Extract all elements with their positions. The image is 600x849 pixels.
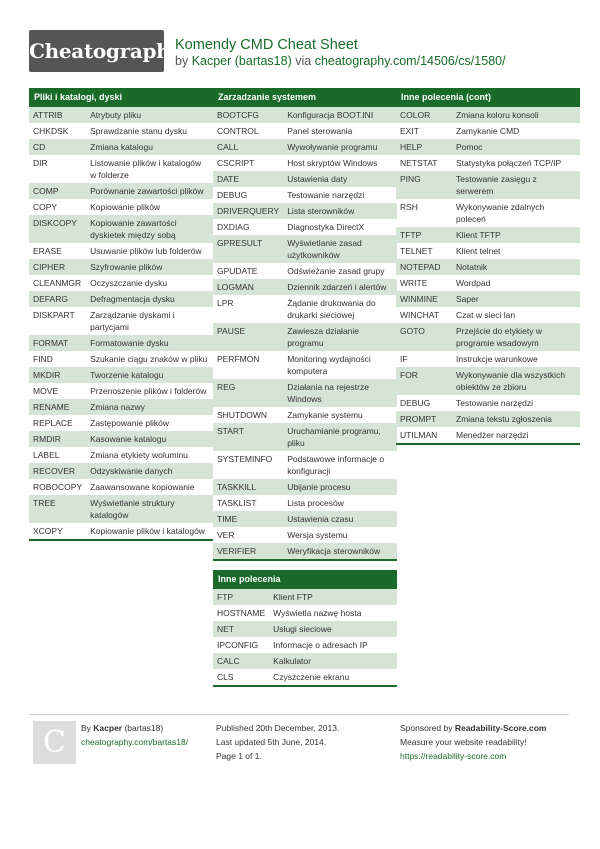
command-name: RENAME [29, 399, 86, 415]
command-description: Zmiana nazwy [86, 399, 213, 415]
command-table [396, 107, 580, 443]
table-row [213, 527, 397, 543]
table-row [29, 523, 213, 539]
sponsor-label: Sponsored by [400, 723, 455, 733]
table-row [29, 383, 213, 399]
command-name: WINCHAT [400, 310, 440, 320]
column-1 [29, 88, 213, 550]
command-table [213, 589, 397, 685]
published-date: Published 20th December, 2013. [216, 723, 340, 733]
command-description: Dziennik zdarzeń i alertów [283, 279, 397, 295]
byline-via: via [291, 54, 315, 68]
command-description: Ustawienia czasu [283, 511, 397, 527]
table-row [213, 187, 397, 203]
command-description: Kopiowanie plików i katalogów [90, 526, 205, 536]
command-description: Weryfikacja sterowników [283, 543, 397, 559]
table-row [213, 263, 397, 279]
command-description: Porównanie zawartości plików [86, 183, 213, 199]
command-name: FIND [33, 354, 53, 364]
page-title: Komendy CMD Cheat Sheet [175, 37, 358, 53]
sponsor-tagline: Measure your website readability! [400, 737, 527, 747]
command-description: Kopiowanie plików [90, 202, 161, 212]
command-description: Oczyszczanie dysku [90, 278, 168, 288]
column-2 [213, 88, 397, 696]
command-name: CSCRIPT [217, 158, 255, 168]
footer-sponsor [400, 721, 546, 763]
command-name: VER [217, 530, 235, 540]
updated-date: Last updated 5th June, 2014. [216, 737, 327, 747]
table-row [213, 605, 397, 621]
section-box [29, 88, 213, 541]
command-name: TFTP [396, 227, 452, 243]
table-row [213, 279, 397, 295]
table-row [29, 479, 213, 495]
command-description: Testowanie zasięgu z serwerem [452, 171, 580, 199]
table-row [396, 199, 580, 227]
command-description: Wyświetla nazwę hosta [273, 608, 362, 618]
command-name: UTILMAN [400, 430, 438, 440]
table-row [29, 155, 213, 183]
table-row [213, 323, 397, 351]
command-description: Działania na rejestrze Windows [283, 379, 397, 407]
table-row [396, 107, 580, 123]
command-description: Usługi sieciowe [269, 621, 397, 637]
table-row [213, 203, 397, 219]
command-description: Odświeżanie zasad grupy [287, 266, 385, 276]
command-description: Szukanie ciągu znaków w pliku [90, 354, 208, 364]
command-name: GOTO [396, 323, 452, 351]
command-name: DEBUG [400, 398, 431, 408]
command-description: Zmiana etykiety woluminu [90, 450, 188, 460]
command-description: Sprawdzanie stanu dysku [90, 126, 187, 136]
footer-author-url[interactable]: cheatography.com/bartas18/ [81, 737, 189, 747]
command-table [29, 107, 213, 539]
command-description: Żądanie drukowania do drukarki sieciowej [287, 298, 376, 320]
command-description: Ubijanie procesu [283, 479, 397, 495]
command-description: Notatnik [452, 259, 580, 275]
command-name: TASKKILL [213, 479, 283, 495]
command-name: ERASE [33, 246, 62, 256]
table-row [213, 653, 397, 669]
command-name: HOSTNAME [217, 608, 266, 618]
command-description: Zmiana tekstu zgłoszenia [452, 411, 580, 427]
table-row [213, 637, 397, 653]
section-box [396, 88, 580, 445]
table-row [29, 107, 213, 123]
command-name: CIPHER [29, 259, 86, 275]
command-name: DISKPART [33, 310, 75, 320]
footer-dates [216, 721, 339, 763]
command-name: CD [29, 139, 86, 155]
command-name: DEFARG [29, 291, 86, 307]
command-name: START [213, 423, 283, 451]
command-description: Instrukcje warunkowe [456, 354, 538, 364]
command-name: FOR [396, 367, 452, 395]
command-description: Informacje o adresach IP [273, 640, 368, 650]
section-box [213, 88, 397, 561]
command-description: Defragmentacja dysku [86, 291, 213, 307]
table-row [29, 123, 213, 139]
command-name: XCOPY [33, 526, 63, 536]
command-name: MKDIR [29, 367, 86, 383]
table-row [213, 621, 397, 637]
command-description: Lista sterowników [283, 203, 397, 219]
table-row [213, 123, 397, 139]
command-name: LOGMAN [213, 279, 283, 295]
command-name: IF [400, 354, 408, 364]
author-link[interactable]: Kacper (bartas18) [191, 54, 292, 68]
command-description: Zarządzanie dyskami i partycjami [90, 310, 175, 332]
command-name: DATE [213, 171, 283, 187]
command-description: Wersja systemu [287, 530, 348, 540]
column-3 [396, 88, 580, 454]
command-name: SYSTEMINFO [217, 454, 273, 464]
command-description: Konfiguracja BOOT.INI [283, 107, 397, 123]
table-row [213, 155, 397, 171]
table-row [29, 259, 213, 275]
command-description: Wyświetlanie zasad użytkowników [283, 235, 397, 263]
footer-by: By [81, 723, 94, 733]
table-row [396, 395, 580, 411]
command-description: Wordpad [456, 278, 491, 288]
command-description: Diagnostyka DirectX [287, 222, 365, 232]
table-row [29, 335, 213, 351]
command-name: TELNET [400, 246, 433, 256]
command-table [213, 107, 397, 559]
table-row [396, 427, 580, 443]
table-row [29, 183, 213, 199]
command-name: LPR [217, 298, 234, 308]
command-description: Formatowanie dysku [86, 335, 213, 351]
command-name: LABEL [33, 450, 60, 460]
section-header: Inne polecenia [213, 570, 397, 589]
table-row [29, 367, 213, 383]
command-name: TASKLIST [217, 498, 257, 508]
table-row [396, 243, 580, 259]
command-description: Klient TFTP [452, 227, 580, 243]
footer-author-name[interactable]: Kacper [93, 723, 123, 733]
command-name: FORMAT [29, 335, 86, 351]
command-description: Host skryptów Windows [287, 158, 378, 168]
command-name: ATTRIB [29, 107, 86, 123]
command-description: Zmiana koloru konsoli [452, 107, 580, 123]
table-row [213, 219, 397, 235]
table-row [396, 307, 580, 323]
table-row [396, 411, 580, 427]
command-name: REPLACE [33, 418, 73, 428]
command-name: COMP [29, 183, 86, 199]
table-row [29, 399, 213, 415]
command-name: NOTEPAD [396, 259, 452, 275]
command-name: ROBOCOPY [33, 482, 83, 492]
table-row [29, 307, 213, 335]
command-description: Kopiowanie zawartości dyskietek między sobą [86, 215, 213, 243]
section-header: Pliki i katalogi, dyski [29, 88, 213, 107]
command-name: DIR [33, 158, 48, 168]
command-name: CLEANMGR [33, 278, 82, 288]
command-name: NETSTAT [400, 158, 438, 168]
command-description: Podstawowe informacje o konfiguracji [287, 454, 385, 476]
command-name: PING [396, 171, 452, 199]
command-description: Wykonywanie zdalnych poleceń [456, 202, 545, 224]
table-row [29, 243, 213, 259]
command-description: Listowanie plików i katalogów w folderze [90, 158, 202, 180]
command-name: DISKCOPY [29, 215, 86, 243]
command-name: TIME [213, 511, 283, 527]
footer-author-handle: (bartas18) [122, 723, 164, 733]
command-name: DXDIAG [217, 222, 250, 232]
command-description: Uruchamianie programu, pliku [283, 423, 397, 451]
table-row [213, 407, 397, 423]
command-description: Zastępowanie plików [90, 418, 170, 428]
command-description: Atrybuty pliku [86, 107, 213, 123]
table-row [213, 107, 397, 123]
cheatography-logo[interactable]: Cheatography [29, 30, 164, 72]
command-name: VERIFIER [213, 543, 283, 559]
command-name: RSH [400, 202, 418, 212]
table-row [29, 415, 213, 431]
command-description: Statystyka połączeń TCP/IP [456, 158, 562, 168]
command-description: Zaawansowane kopiowanie [90, 482, 195, 492]
table-row [29, 139, 213, 155]
command-description: Testowanie narzędzi [456, 398, 534, 408]
command-name: COLOR [396, 107, 452, 123]
page-number: Page 1 of 1. [216, 751, 262, 761]
table-row [29, 291, 213, 307]
command-name: RECOVER [29, 463, 86, 479]
table-row [29, 199, 213, 215]
command-name: REG [213, 379, 283, 407]
command-name: PERFMON [217, 354, 260, 364]
command-name: CALC [213, 653, 269, 669]
table-row [29, 351, 213, 367]
command-description: Wykonywanie dla wszystkich obiektów ze zbioru [452, 367, 580, 395]
command-name: DEBUG [217, 190, 248, 200]
table-row [396, 323, 580, 351]
command-name: RMDIR [29, 431, 86, 447]
command-name: CHKDSK [33, 126, 69, 136]
command-description: Czat w sieci lan [456, 310, 516, 320]
command-name: MOVE [33, 386, 59, 396]
table-row [213, 171, 397, 187]
command-description: Kasowanie katalogu [86, 431, 213, 447]
sponsor-url[interactable]: https://readability-score.com [400, 751, 507, 761]
byline-by: by [175, 54, 192, 68]
command-name: IPCONFIG [217, 640, 259, 650]
table-row [396, 155, 580, 171]
command-name: NET [213, 621, 269, 637]
table-row [213, 511, 397, 527]
command-name: DRIVERQUERY [213, 203, 283, 219]
section-header: Zarzadzanie systemem [213, 88, 397, 107]
byline [175, 54, 506, 68]
command-name: COPY [33, 202, 58, 212]
footer-author [81, 721, 188, 749]
table-row [396, 123, 580, 139]
command-description: Przenoszenie plików i folderów [90, 386, 207, 396]
command-description: Menedżer narzędzi [456, 430, 529, 440]
command-name: CONTROL [217, 126, 259, 136]
table-row [29, 447, 213, 463]
table-row [213, 479, 397, 495]
command-name: SHUTDOWN [217, 410, 268, 420]
table-row [29, 463, 213, 479]
table-row [396, 351, 580, 367]
table-row [213, 379, 397, 407]
command-description: Usuwanie plików lub folderów [90, 246, 202, 256]
command-description: Testowanie narzędzi [287, 190, 365, 200]
command-description: Lista procesów [287, 498, 344, 508]
command-description: Panel sterowania [287, 126, 353, 136]
command-description: Szyfrowanie plików [86, 259, 213, 275]
command-name: FTP [213, 589, 269, 605]
table-row [213, 543, 397, 559]
table-row [396, 139, 580, 155]
table-row [396, 291, 580, 307]
table-row [213, 139, 397, 155]
command-description: Zawiesza działanie programu [283, 323, 397, 351]
table-row [396, 171, 580, 199]
table-row [213, 423, 397, 451]
table-row [213, 451, 397, 479]
avatar: C [33, 721, 76, 764]
table-row [213, 235, 397, 263]
command-name: GPRESULT [213, 235, 283, 263]
command-name: GPUDATE [217, 266, 258, 276]
command-description: Monitoring wydajności komputera [287, 354, 371, 376]
command-description: Przejście do etykiety w programie wsadowym [452, 323, 580, 351]
table-row [213, 351, 397, 379]
command-description: Wywoływanie programu [283, 139, 397, 155]
command-name: HELP [396, 139, 452, 155]
command-name: TREE [29, 495, 86, 523]
command-name: BOOTCFG [213, 107, 283, 123]
command-name: CALL [213, 139, 283, 155]
command-description: Zamykanie CMD [456, 126, 520, 136]
command-name: EXIT [400, 126, 419, 136]
footer [29, 714, 569, 775]
command-name: PAUSE [213, 323, 283, 351]
command-description: Wyświetlanie struktury katalogów [86, 495, 213, 523]
command-description: Klient FTP [269, 589, 397, 605]
command-name: PROMPT [396, 411, 452, 427]
table-row [396, 275, 580, 291]
sponsor-name[interactable]: Readability-Score.com [454, 723, 547, 733]
section-box [213, 570, 397, 687]
command-description: Tworzenie katalogu [86, 367, 213, 383]
table-row [213, 589, 397, 605]
table-row [29, 275, 213, 291]
table-row [29, 215, 213, 243]
table-row [213, 669, 397, 685]
table-row [29, 495, 213, 523]
table-row [213, 495, 397, 511]
command-description: Odzyskiwanie danych [86, 463, 213, 479]
command-description: Kalkulator [269, 653, 397, 669]
command-description: Klient telnet [456, 246, 501, 256]
command-description: Zmiana katalogu [86, 139, 213, 155]
command-description: Zamykanie systemu [287, 410, 363, 420]
sheet-url-link[interactable]: cheatography.com/14506/cs/1580/ [314, 54, 506, 68]
section-header: Inne polecenia (cont) [396, 88, 580, 107]
table-row [29, 431, 213, 447]
command-description: Pomoc [452, 139, 580, 155]
command-description: Czyszczenie ekranu [273, 672, 350, 682]
command-description: Saper [452, 291, 580, 307]
command-name: CLS [217, 672, 234, 682]
table-row [396, 259, 580, 275]
table-row [213, 295, 397, 323]
table-row [396, 367, 580, 395]
table-row [396, 227, 580, 243]
command-name: WINMINE [396, 291, 452, 307]
command-name: WRITE [400, 278, 428, 288]
command-description: Ustawienia daty [283, 171, 397, 187]
